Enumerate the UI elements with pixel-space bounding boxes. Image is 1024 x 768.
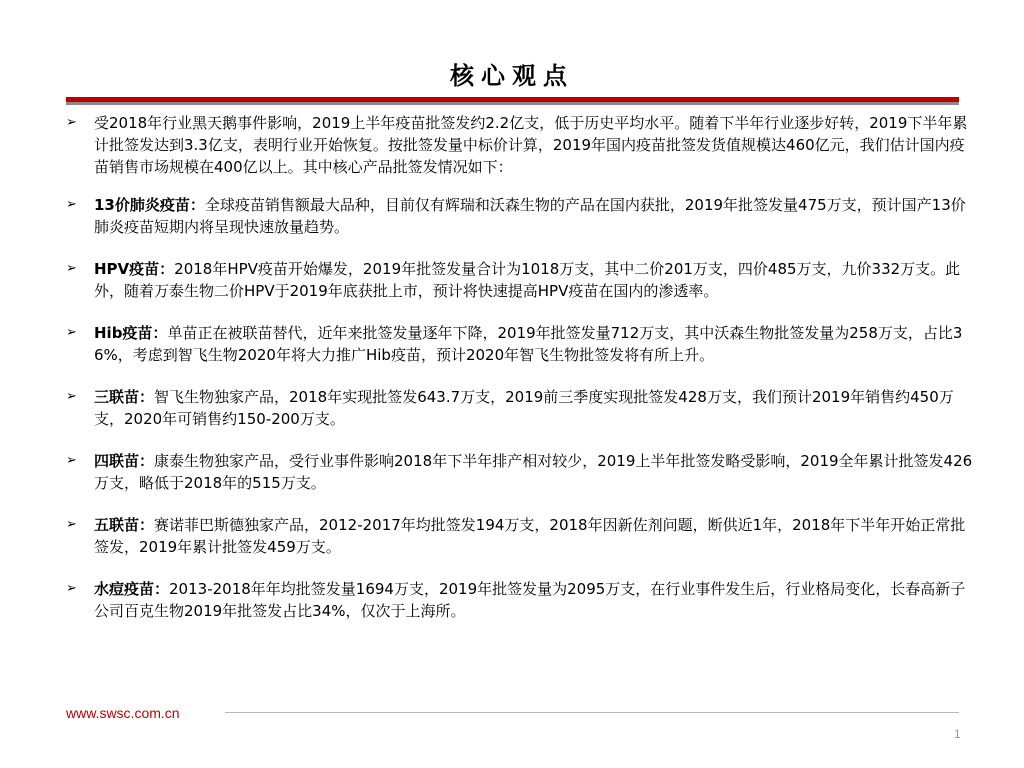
bullet-text: 2018年HPV疫苗开始爆发，2019年批签发量合计为1018万支，其中二价201万支，四价485万支，九价332万支。此外，随着万泰生物二价HPV于2019年底获批上市，预计将快速提高HPV疫苗在国内的渗透率。	[94, 260, 961, 300]
bullet-label: 五联苗：	[94, 516, 155, 534]
arrow-right-icon: ➢	[66, 517, 77, 532]
bullet-item	[66, 194, 978, 238]
bullet-text: 智飞生物独家产品，2018年实现批签发643.7万支，2019前三季度实现批签发428万支，我们预计2019年销售约450万支，2020年可销售约150-200万支。	[94, 388, 954, 428]
bullet-item	[66, 514, 978, 558]
bullet-label: 水痘疫苗：	[94, 580, 170, 598]
bullet-text: 赛诺菲巴斯德独家产品，2012-2017年均批签发194万支，2018年因新佐剂问题，断供近1年，2018年下半年开始正常批签发，2019年累计批签发459万支。	[94, 516, 966, 556]
arrow-right-icon: ➢	[66, 197, 77, 212]
arrow-right-icon: ➢	[66, 581, 77, 596]
bullet-item	[66, 450, 978, 494]
page-number: 1	[954, 727, 961, 741]
bullet-item	[66, 112, 978, 178]
arrow-right-icon: ➢	[66, 389, 77, 404]
bullet-label: 四联苗：	[94, 452, 155, 470]
arrow-right-icon: ➢	[66, 453, 77, 468]
footer-website-link[interactable]: www.swsc.com.cn	[66, 705, 180, 721]
bullet-text: 康泰生物独家产品，受行业事件影响2018年下半年排产相对较少，2019上半年批签发略受影响，2019全年累计批签发426万支，略低于2018年的515万支。	[94, 452, 973, 492]
bullet-list	[66, 112, 978, 622]
bullet-item	[66, 578, 978, 622]
arrow-right-icon: ➢	[66, 325, 77, 340]
bullet-text: 单苗正在被联苗替代，近年来批签发量逐年下降，2019年批签发量712万支，其中沃森生物批签发量为258万支，占比36%，考虑到智飞生物2020年将大力推广Hib疫苗，预计2020年智飞生物批签发将有所上升。	[94, 324, 963, 364]
title-divider	[66, 97, 959, 105]
footer-divider	[225, 712, 959, 713]
bullet-label: Hib疫苗：	[94, 324, 168, 342]
bullet-item	[66, 386, 978, 430]
bullet-text: 2013-2018年年均批签发量1694万支，2019年批签发量为2095万支，在行业事件发生后，行业格局变化，长春高新子公司百克生物2019年批签发占比34%，仅次于上海所。	[94, 580, 966, 620]
arrow-right-icon: ➢	[66, 261, 77, 276]
bullet-item	[66, 322, 978, 366]
bullet-text: 受2018年行业黑天鹅事件影响，2019上半年疫苗批签发约2.2亿支，低于历史平均水平。随着下半年行业逐步好转，2019下半年累计批签发达到3.3亿支，表明行业开始恢复。按批签发量中标价计算，2019年国内疫苗批签发货值规模达460亿元，我们估计国内疫苗销售市场规模在400亿以上。其中核心产品批签发情况如下：	[94, 114, 968, 176]
page-title: 核心观点	[450, 62, 574, 90]
bullet-label: HPV疫苗：	[94, 260, 175, 278]
bullet-label: 三联苗：	[94, 388, 155, 406]
bullet-item	[66, 258, 978, 302]
bullet-text: 全球疫苗销售额最大品种，目前仅有辉瑞和沃森生物的产品在国内获批，2019年批签发量475万支，预计国产13价肺炎疫苗短期内将呈现快速放量趋势。	[94, 196, 966, 236]
bullet-label: 13价肺炎疫苗：	[94, 196, 205, 214]
arrow-right-icon: ➢	[66, 115, 77, 130]
